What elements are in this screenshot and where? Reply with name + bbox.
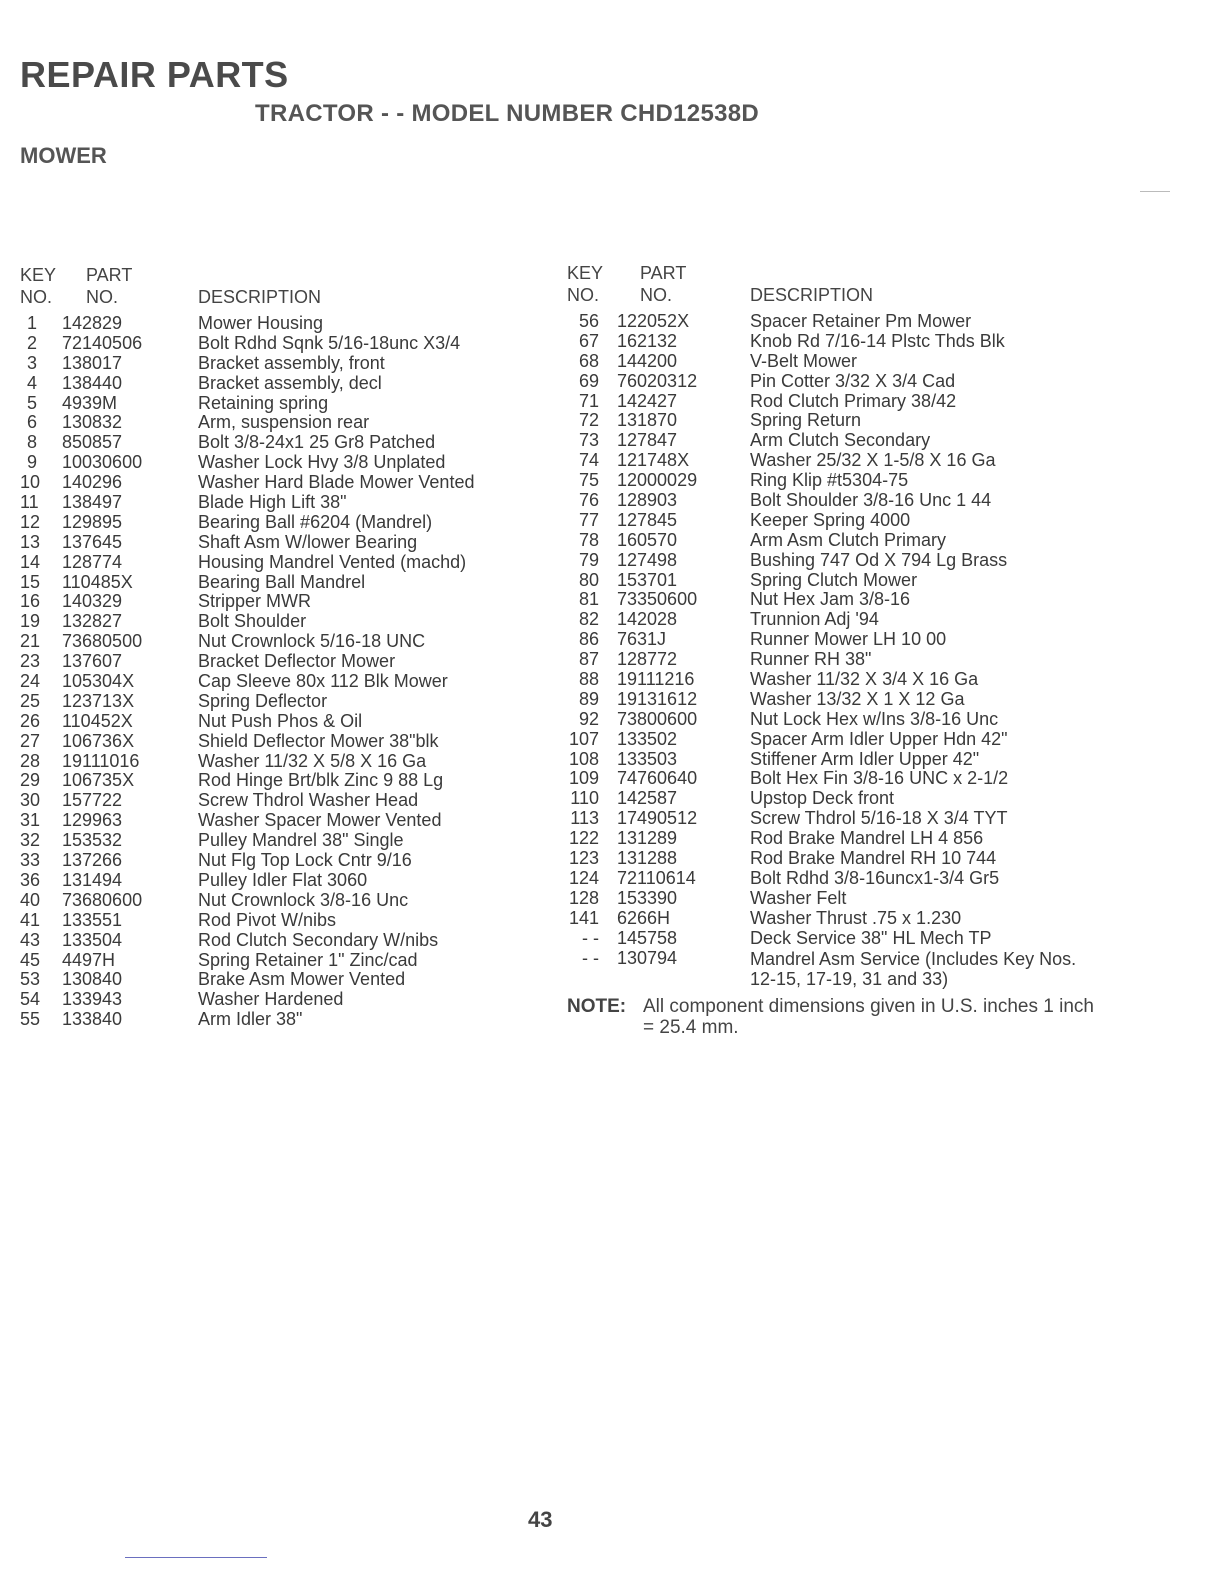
key-number: 30 (20, 790, 41, 811)
parts-row (20, 811, 540, 831)
parts-row (567, 789, 1087, 809)
part-number: 129895 (62, 511, 123, 532)
part-number: 131289 (617, 828, 678, 849)
key-number: 88 (578, 669, 599, 690)
part-number: 127847 (617, 430, 678, 451)
part-description: Nut Lock Hex w/Ins 3/8-16 Unc (750, 708, 999, 729)
part-description: Bracket Deflector Mower (198, 651, 396, 672)
part-number: 162132 (617, 330, 678, 351)
part-description: Knob Rd 7/16-14 Plstc Thds Blk (750, 330, 1005, 351)
part-description: Washer Felt (750, 887, 847, 908)
part-description: Arm Asm Clutch Primary (750, 529, 947, 550)
parts-row (20, 612, 540, 632)
part-number: 4939M (62, 392, 118, 413)
key-number: 45 (20, 949, 41, 970)
note-text: All component dimensions given in U.S. inches 1 inch = 25.4 mm. (643, 996, 1094, 1038)
part-number: 138017 (62, 352, 123, 373)
part-description: Nut Flg Top Lock Cntr 9/16 (198, 850, 412, 871)
key-number: 122 (568, 828, 599, 849)
part-description: Bushing 747 Od X 794 Lg Brass (750, 549, 1008, 570)
part-number: 7631J (617, 629, 667, 650)
key-number: 10 (20, 472, 41, 493)
key-number: 73 (578, 430, 599, 451)
part-number: 133840 (62, 1009, 123, 1030)
key-number: 72 (578, 410, 599, 431)
key-number: 124 (568, 867, 599, 888)
parts-row (20, 1010, 540, 1030)
key-number: 110 (570, 788, 599, 809)
parts-row (20, 931, 540, 951)
parts-row (20, 951, 540, 971)
parts-row (567, 869, 1087, 889)
part-description: Washer 25/32 X 1-5/8 X 16 Ga (750, 450, 996, 471)
part-description: Spring Clutch Mower (750, 569, 918, 590)
part-number: 122052X (617, 311, 690, 331)
parts-row (567, 610, 1087, 630)
key-number: 79 (578, 549, 599, 570)
parts-row (567, 750, 1087, 770)
part-description: Nut Push Phos & Oil (198, 710, 363, 731)
part-description: Bearing Ball #6204 (Mandrel) (198, 511, 433, 532)
part-description: Shield Deflector Mower 38"blk (198, 730, 439, 751)
part-number: 123713X (62, 690, 135, 711)
parts-row (20, 652, 540, 672)
key-number: 2 (26, 332, 37, 353)
left-key-header-bottom: NO. (20, 287, 53, 307)
parts-row (567, 312, 1087, 332)
part-number: 131288 (617, 848, 678, 869)
parts-row (20, 771, 540, 791)
parts-row (567, 551, 1087, 571)
parts-row (567, 769, 1087, 789)
left-description-header: DESCRIPTION (198, 287, 322, 307)
key-number: - - (582, 947, 599, 968)
key-number: 29 (20, 770, 41, 791)
page-title: REPAIR PARTS (20, 54, 289, 95)
parts-row (567, 849, 1087, 869)
part-description: Bolt Shoulder (198, 611, 307, 632)
key-number: 21 (20, 631, 41, 652)
part-number: 19131612 (617, 688, 698, 709)
part-description: Bolt Hex Fin 3/8-16 UNC x 2-1/2 (750, 768, 1009, 789)
part-number: 73350600 (617, 589, 698, 610)
key-number: 43 (20, 929, 41, 950)
parts-row (20, 911, 540, 931)
key-number: 75 (578, 470, 599, 491)
part-description: Ring Klip #t5304-75 (750, 470, 909, 491)
part-number: 10030600 (62, 452, 143, 473)
parts-row (20, 354, 540, 374)
part-description: Stripper MWR (198, 591, 312, 612)
part-description: Spring Return (750, 410, 862, 431)
part-number: 19111016 (62, 750, 140, 771)
part-description: Nut Crownlock 5/16-18 UNC (198, 631, 426, 652)
part-description: Nut Crownlock 3/8-16 Unc (198, 889, 409, 910)
key-number: 33 (20, 850, 41, 871)
left-part-header-top: PART (86, 265, 133, 285)
part-description: Rod Brake Mandrel RH 10 744 (750, 848, 997, 869)
part-description: Runner Mower LH 10 00 (750, 629, 947, 650)
parts-row (20, 871, 540, 891)
key-number: 11 (20, 492, 39, 513)
key-number: 31 (20, 810, 41, 831)
parts-row (20, 374, 540, 394)
key-number: 16 (20, 591, 41, 612)
part-number: 121748X (617, 450, 690, 471)
parts-row (20, 891, 540, 911)
part-number: 128903 (617, 490, 678, 511)
part-description: Nut Hex Jam 3/8-16 (750, 589, 911, 610)
part-number: 17490512 (617, 808, 698, 829)
part-description: Spring Deflector (198, 690, 328, 711)
part-number: 140296 (62, 472, 123, 493)
part-number: 133504 (62, 929, 123, 950)
part-number: 106736X (62, 730, 135, 751)
key-number: 107 (568, 728, 599, 749)
part-description: Rod Clutch Secondary W/nibs (198, 929, 439, 950)
part-number: 140329 (62, 591, 123, 612)
part-description: Spacer Retainer Pm Mower (750, 311, 972, 331)
part-number: 130840 (62, 969, 123, 990)
parts-row (567, 392, 1087, 412)
parts-row (20, 473, 540, 493)
part-number: 131494 (62, 869, 123, 890)
part-number: 133503 (617, 748, 678, 769)
parts-row (567, 372, 1087, 392)
parts-row (20, 533, 540, 553)
parts-row (20, 334, 540, 354)
parts-row (20, 493, 540, 513)
part-description: Bracket assembly, decl (198, 372, 382, 393)
parts-row (567, 491, 1087, 511)
part-number: 144200 (617, 350, 678, 371)
key-number: 123 (568, 848, 599, 869)
key-number: 82 (578, 609, 599, 630)
key-number: 14 (20, 551, 41, 572)
parts-row (20, 672, 540, 692)
parts-row (567, 909, 1087, 929)
key-number: 71 (578, 390, 599, 411)
parts-row (20, 592, 540, 612)
key-number: 27 (20, 730, 41, 751)
key-number: - - (582, 927, 599, 948)
key-number: 113 (570, 808, 599, 829)
right-part-header-bottom: NO. (640, 285, 673, 305)
key-number: 15 (20, 571, 41, 592)
parts-row (567, 451, 1087, 471)
parts-row (20, 970, 540, 990)
part-description: V-Belt Mower (750, 350, 858, 371)
part-number: 153390 (617, 887, 678, 908)
key-number: 24 (20, 671, 41, 692)
part-number: 129963 (62, 810, 123, 831)
parts-row (20, 632, 540, 652)
part-number: 131870 (617, 410, 678, 431)
key-number: 128 (568, 887, 599, 908)
model-subtitle: TRACTOR - - MODEL NUMBER CHD12538D (255, 100, 760, 127)
part-number: 133551 (62, 909, 123, 930)
part-description: Washer Hardened (198, 989, 344, 1010)
part-description: Spring Retainer 1" Zinc/cad (198, 949, 418, 970)
left-part-header-bottom: NO. (86, 287, 119, 307)
key-number: 74 (578, 450, 599, 471)
part-description: Washer 11/32 X 5/8 X 16 Ga (198, 750, 427, 771)
key-number: 55 (20, 1009, 41, 1030)
key-number: 6 (26, 412, 37, 433)
left-parts-list (20, 314, 540, 1030)
scan-mark (1140, 191, 1170, 192)
part-number: 132827 (62, 611, 123, 632)
parts-row (20, 453, 540, 473)
parts-row (567, 332, 1087, 352)
part-description: Cap Sleeve 80x 112 Blk Mower (198, 671, 448, 692)
key-number: 80 (578, 569, 599, 590)
part-number: 142028 (617, 609, 678, 630)
key-number: 32 (20, 830, 41, 851)
key-number: 12 (20, 511, 41, 532)
part-description: Screw Thdrol 5/16-18 X 3/4 TYT (750, 808, 1008, 829)
part-description: Runner RH 38" (750, 649, 872, 670)
key-number: 9 (26, 452, 37, 473)
part-number: 142829 (62, 313, 123, 333)
part-number: 137645 (62, 531, 123, 552)
parts-row (20, 831, 540, 851)
part-number: 4497H (62, 949, 116, 970)
part-description: Rod Pivot W/nibs (198, 909, 337, 930)
part-number: 142427 (617, 390, 678, 411)
part-description: Washer Spacer Mower Vented (198, 810, 442, 831)
part-description: Bolt Rdhd 3/8-16uncx1-3/4 Gr5 (750, 867, 1000, 888)
part-number: 153701 (617, 569, 678, 590)
parts-row (567, 949, 1087, 989)
key-number: 87 (578, 649, 599, 670)
part-number: 160570 (617, 529, 678, 550)
part-description: Upstop Deck front (750, 788, 895, 809)
part-description: Blade High Lift 38" (198, 492, 347, 513)
key-number: 56 (578, 311, 599, 331)
key-number: 53 (20, 969, 41, 990)
key-number: 36 (20, 869, 41, 890)
parts-row (20, 712, 540, 732)
part-description: Washer 13/32 X 1 X 12 Ga (750, 688, 965, 709)
parts-row (567, 630, 1087, 650)
key-number: 76 (578, 490, 599, 511)
part-number: 72140506 (62, 332, 143, 353)
part-description: Mandrel Asm Service (Includes Key Nos. 12-15, 17-19, 31 and 33) (750, 948, 1077, 989)
part-description: Bearing Ball Mandrel (198, 571, 366, 592)
part-number: 73800600 (617, 708, 698, 729)
right-description-header: DESCRIPTION (750, 285, 874, 305)
part-number: 142587 (617, 788, 678, 809)
parts-row (567, 471, 1087, 491)
part-number: 128774 (62, 551, 123, 572)
part-description: Trunnion Adj '94 (750, 609, 879, 630)
part-number: 130794 (617, 947, 678, 968)
part-number: 153532 (62, 830, 123, 851)
part-number: 133943 (62, 989, 123, 1010)
parts-row (20, 513, 540, 533)
key-number: 92 (578, 708, 599, 729)
parts-row (567, 730, 1087, 750)
key-number: 54 (20, 989, 41, 1010)
part-description: Spacer Arm Idler Upper Hdn 42" (750, 728, 1008, 749)
key-number: 77 (578, 509, 599, 530)
parts-row (20, 791, 540, 811)
parts-row (567, 889, 1087, 909)
parts-row (567, 590, 1087, 610)
note-label: NOTE: (567, 996, 627, 1017)
part-description: Pulley Mandrel 38" Single (198, 830, 404, 851)
parts-row (567, 829, 1087, 849)
part-number: 137266 (62, 850, 123, 871)
part-description: Stiffener Arm Idler Upper 42" (750, 748, 980, 769)
parts-row (20, 394, 540, 414)
part-description: Brake Asm Mower Vented (198, 969, 406, 990)
page-number: 43 (528, 1507, 553, 1532)
part-number: 105304X (62, 671, 135, 692)
parts-row (20, 314, 540, 334)
part-description: Pin Cotter 3/32 X 3/4 Cad (750, 370, 956, 391)
part-description: Bolt Shoulder 3/8-16 Unc 1 44 (750, 490, 992, 511)
part-number: 73680500 (62, 631, 143, 652)
part-description: Arm, suspension rear (198, 412, 370, 433)
part-number: 128772 (617, 649, 678, 670)
part-number: 12000029 (617, 470, 698, 491)
key-number: 81 (578, 589, 599, 610)
part-number: 72110614 (617, 867, 696, 888)
key-number: 3 (26, 352, 37, 373)
parts-row (567, 710, 1087, 730)
part-description: Housing Mandrel Vented (machd) (198, 551, 467, 572)
key-number: 28 (20, 750, 41, 771)
parts-row (20, 990, 540, 1010)
part-number: 127845 (617, 509, 678, 530)
parts-row (567, 352, 1087, 372)
part-description: Washer Hard Blade Mower Vented (198, 472, 475, 493)
part-description: Washer Lock Hvy 3/8 Unplated (198, 452, 446, 473)
part-number: 73680600 (62, 889, 143, 910)
part-number: 138497 (62, 492, 123, 513)
key-number: 4 (26, 372, 37, 393)
part-number: 130832 (62, 412, 123, 433)
part-description: Deck Service 38" HL Mech TP (750, 927, 992, 948)
key-number: 26 (20, 710, 41, 731)
part-description: Arm Clutch Secondary (750, 430, 931, 451)
key-number: 108 (568, 748, 599, 769)
key-number: 5 (26, 392, 37, 413)
part-description: Pulley Idler Flat 3060 (198, 869, 368, 890)
parts-row (567, 690, 1087, 710)
key-number: 41 (20, 909, 41, 930)
part-number: 76020312 (617, 370, 698, 391)
right-part-header-top: PART (640, 263, 687, 283)
right-key-header-bottom: NO. (567, 285, 600, 305)
part-description: Keeper Spring 4000 (750, 509, 911, 530)
part-number: 157722 (62, 790, 123, 811)
parts-row (567, 411, 1087, 431)
key-number: 13 (20, 531, 41, 552)
parts-row (20, 433, 540, 453)
key-number: 69 (578, 370, 599, 391)
parts-row (567, 511, 1087, 531)
part-number: 127498 (617, 549, 678, 570)
parts-row (20, 752, 540, 772)
parts-row (20, 732, 540, 752)
key-number: 141 (568, 907, 599, 928)
parts-row (567, 650, 1087, 670)
key-number: 78 (578, 529, 599, 550)
part-number: 850857 (62, 432, 123, 453)
part-description: Mower Housing (198, 313, 324, 333)
section-heading: MOWER (20, 143, 107, 168)
parts-row (567, 809, 1087, 829)
part-number: 145758 (617, 927, 678, 948)
part-number: 138440 (62, 372, 123, 393)
part-description: Arm Idler 38" (198, 1009, 303, 1030)
part-description: Bracket assembly, front (198, 352, 385, 373)
part-description: Washer Thrust .75 x 1.230 (750, 907, 962, 928)
key-number: 1 (26, 313, 37, 333)
key-number: 19 (20, 611, 41, 632)
part-number: 106735X (62, 770, 135, 791)
parts-row (20, 692, 540, 712)
key-number: 89 (578, 688, 599, 709)
part-number: 6266H (617, 907, 671, 928)
key-number: 68 (578, 350, 599, 371)
part-description: Screw Thdrol Washer Head (198, 790, 419, 811)
parts-row (567, 571, 1087, 591)
part-number: 19111216 (617, 669, 695, 690)
parts-row (20, 851, 540, 871)
key-number: 86 (578, 629, 599, 650)
part-description: Bolt Rdhd Sqnk 5/16-18unc X3/4 (198, 332, 461, 353)
part-number: 137607 (62, 651, 123, 672)
key-number: 109 (568, 768, 599, 789)
part-description: Retaining spring (198, 392, 329, 413)
footer-rule (125, 1557, 267, 1558)
part-number: 133502 (617, 728, 678, 749)
left-key-header-top: KEY (20, 265, 57, 285)
parts-row (20, 413, 540, 433)
right-parts-list (567, 312, 1087, 989)
parts-row (20, 553, 540, 573)
part-description: Washer 11/32 X 3/4 X 16 Ga (750, 669, 979, 690)
key-number: 23 (20, 651, 41, 672)
key-number: 25 (20, 690, 41, 711)
part-number: 110452X (62, 710, 133, 731)
parts-row (567, 670, 1087, 690)
key-number: 67 (578, 330, 599, 351)
part-description: Rod Brake Mandrel LH 4 856 (750, 828, 984, 849)
parts-row (567, 531, 1087, 551)
parts-row (567, 929, 1087, 949)
key-number: 40 (20, 889, 41, 910)
part-description: Shaft Asm W/lower Bearing (198, 531, 418, 552)
parts-row (20, 573, 540, 593)
part-number: 110485X (62, 571, 133, 592)
parts-row (567, 431, 1087, 451)
part-description: Rod Hinge Brt/blk Zinc 9 88 Lg (198, 770, 444, 791)
part-description: Rod Clutch Primary 38/42 (750, 390, 957, 411)
part-number: 74760640 (617, 768, 698, 789)
key-number: 8 (26, 432, 37, 453)
part-description: Bolt 3/8-24x1 25 Gr8 Patched (198, 432, 436, 453)
right-key-header-top: KEY (567, 263, 604, 283)
